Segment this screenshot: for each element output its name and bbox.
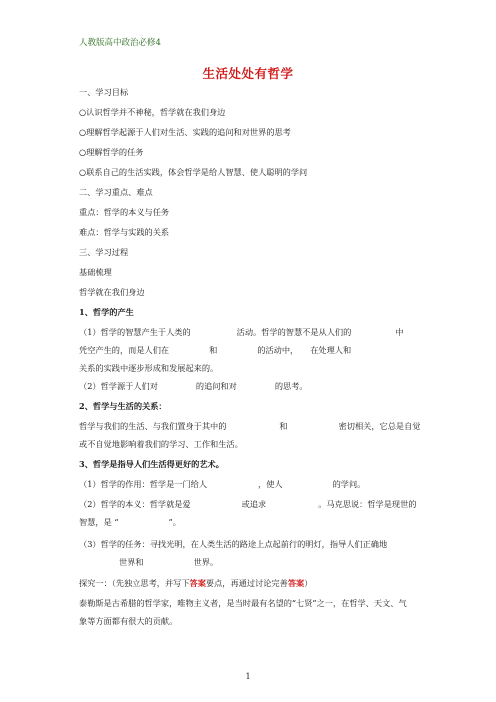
fill-blank-line (79, 345, 351, 356)
section-heading: 二、学习重点、难点 (79, 187, 153, 197)
point-heading: 1、哲学的产生 (79, 307, 134, 317)
difficult-point: 难点：哲学与实践的关系 (79, 227, 170, 237)
text-line: 关系的实践中逐步形成和发展起来的。 (79, 363, 219, 373)
text-fragment: 世界。 (193, 557, 219, 567)
text-fragment: 和 (279, 421, 288, 431)
text-fragment: （1）哲学的作用：哲学是一门给人 (79, 479, 208, 489)
text-fragment: 。马克思说：哲学是现世的 (318, 499, 417, 509)
fill-blank-line (119, 557, 218, 568)
text-fragment: 要点，再通过讨论完善 (205, 578, 288, 588)
fill-blank-line (79, 479, 365, 490)
text-fragment: 凭空产生的，而是人们在 (79, 345, 170, 355)
text-line: 泰勒斯是古希腊的哲学家，唯物主义者，是当时最有名望的“七贤”之一，在哲学、天文、气 (79, 598, 407, 608)
text-fragment: 活动。哲学的智慧不是从人们的 (236, 327, 352, 337)
text-fragment: ，使人 (258, 479, 283, 489)
goal-item: ○认识哲学并不神秘，哲学就在我们身边 (79, 107, 226, 117)
page-number: 1 (245, 672, 251, 681)
section-heading: 三、学习过程 (79, 247, 129, 257)
text-fragment: （1）哲学的智慧产生于人类的 (79, 327, 191, 337)
text-fragment: 和 (209, 345, 218, 355)
explore-prompt (79, 578, 312, 589)
text-fragment: 或追求 (241, 499, 267, 509)
text-fragment: （2）哲学源于人们对 (79, 381, 158, 391)
text-fragment: 的思考。 (274, 381, 308, 391)
subheading: 哲学就在我们身边 (79, 287, 145, 297)
goal-item: ○理解哲学的任务 (79, 147, 144, 157)
text-fragment: 哲学与我们的生活、与我们置身于其中的 (79, 421, 227, 431)
text-fragment: 中 (395, 327, 404, 337)
fill-blank-line (79, 517, 181, 528)
point-heading: 2、哲学与生活的关系： (79, 401, 167, 411)
text-fragment: 的学问。 (332, 479, 366, 489)
text-fragment: 智慧，是 “ (79, 517, 119, 527)
text-fragment: 的追问和对 (195, 381, 237, 391)
goal-item: ○理解哲学起源于人们对生活、实践的追问和对世界的思考 (79, 127, 291, 137)
key-point: 重点：哲学的本义与任务 (79, 207, 170, 217)
point-heading: 3、哲学是指导人们生活得更好的艺术。 (79, 459, 224, 469)
text-fragment: （2）哲学的本义：哲学就是爱 (79, 499, 191, 509)
page-title: 生活处处有哲学 (202, 66, 294, 81)
text-line: 象等方面都有很大的贡献。 (79, 616, 178, 626)
page-header: 人教版高中政治必修4 (79, 38, 161, 48)
text-fragment: 密切相关，它总是自觉 (338, 421, 421, 431)
section-heading: 一、学习目标 (79, 87, 129, 97)
fill-blank-line (79, 381, 308, 392)
fill-blank-line (79, 421, 420, 432)
goal-item: ○联系自己的生活实践，体会哲学是给人智慧、使人聪明的学问 (79, 167, 308, 177)
fill-blank-line (79, 499, 417, 510)
answer-keyword: 答案 (189, 578, 206, 588)
text-fragment: 的活动中， (257, 345, 299, 355)
text-line: （3）哲学的任务：寻找光明，在人类生活的路途上点起前行的明灯，指导人们正确地 (79, 539, 388, 549)
text-fragment: ） (304, 578, 313, 588)
text-fragment: ”。 (168, 517, 181, 527)
text-fragment: 探究一：（先独立思考，并写下 (79, 578, 190, 588)
text-fragment: 世界和 (119, 557, 144, 567)
fill-blank-line (79, 327, 404, 338)
subheading: 基础梳理 (79, 267, 112, 277)
text-fragment: 在处理人和 (310, 345, 352, 355)
text-line: 或不自觉地影响着我们的学习、工作和生活。 (79, 439, 243, 449)
answer-keyword: 答案 (287, 578, 305, 588)
